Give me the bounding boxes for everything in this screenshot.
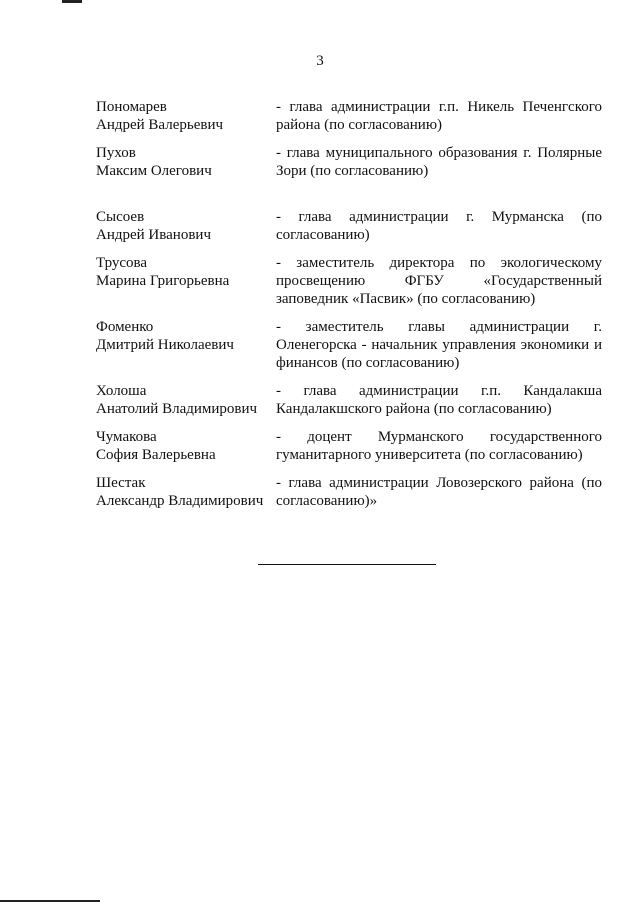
list-item [96,208,602,244]
member-given-name: Марина Григорьевна [96,273,230,289]
member-name [96,428,276,464]
list-item [96,98,602,134]
page-number: 3 [316,53,324,69]
member-name [96,474,276,510]
member-surname: Шестак [96,475,146,491]
member-given-name: Александр Владимирович [96,493,264,509]
member-given-name: Андрей Иванович [96,227,211,243]
member-surname: Чумакова [96,429,157,445]
scan-mark [0,900,100,902]
member-name [96,254,276,308]
list-item [96,474,602,510]
member-role: - доцент Мурманского государственного гуманитарного университета (по согласованию) [276,429,602,463]
list-item [96,428,602,464]
member-surname: Пономарев [96,99,167,115]
member-role: - заместитель главы администрации г. Оленегорска - начальник управления экономики и финансов (по согласованию) [276,319,602,371]
member-role: - глава администрации г.п. Кандалакша Кандалакшского района (по согласованию) [276,383,602,417]
member-role: - глава администрации г. Мурманска (по согласованию) [276,209,602,243]
member-name [96,208,276,244]
member-role: - заместитель директора по экологическому просвещению ФГБУ «Государственный заповедник «Пасвик» (по согласованию) [276,255,602,307]
member-list [96,98,602,510]
member-surname: Холоша [96,383,147,399]
member-surname: Трусова [96,255,148,271]
member-given-name: Максим Олегович [96,163,212,179]
list-item [96,318,602,372]
member-given-name: Андрей Валерьевич [96,117,224,133]
member-role: - глава администрации г.п. Никель Печенгского района (по согласованию) [276,99,602,133]
member-role: - глава администрации Ловозерского района (по согласованию)» [276,475,602,509]
member-surname: Фоменко [96,319,154,335]
list-item [96,382,602,418]
member-name [96,144,276,180]
member-role: - глава муниципального образования г. Полярные Зори (по согласованию) [276,145,602,179]
list-item [96,254,602,308]
end-of-list-rule [258,564,436,565]
scan-mark [62,0,82,3]
member-surname: Пухов [96,145,136,161]
member-name [96,98,276,134]
member-given-name: Дмитрий Николаевич [96,337,234,353]
list-item [96,144,602,180]
member-name [96,318,276,372]
member-given-name: Анатолий Владимирович [96,401,258,417]
member-surname: Сысоев [96,209,145,225]
member-name [96,382,276,418]
member-given-name: София Валерьевна [96,447,216,463]
